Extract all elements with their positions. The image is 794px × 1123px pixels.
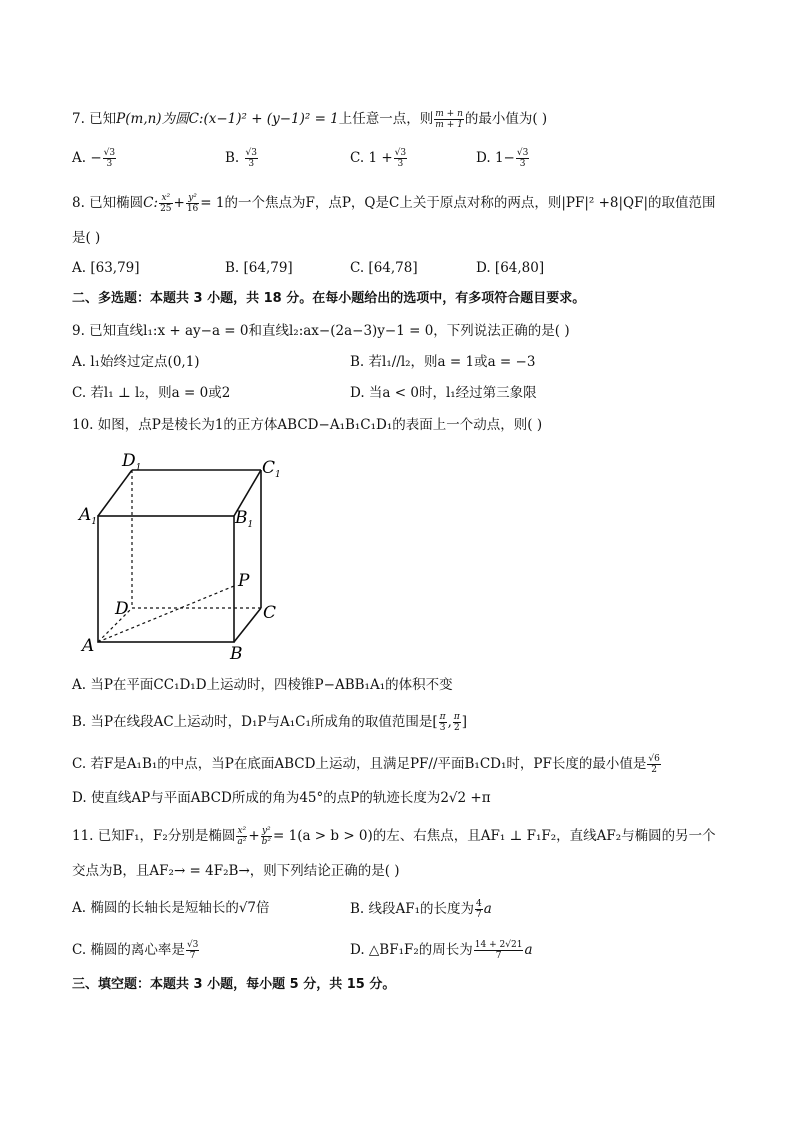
- option-pre: 1 +: [368, 150, 393, 166]
- q8-option-d: D. [64,80]: [476, 260, 545, 276]
- frac-num: 4: [476, 899, 482, 909]
- frac-num: π: [453, 712, 460, 722]
- q10-c-frac: [647, 754, 660, 775]
- q10-c-pre: C. 若F是A₁B₁的中点，当P在底面ABCD上运动，且满足PF//平面B₁CD₁时，PF长度的最小值是: [72, 756, 647, 772]
- q10-option-b: [72, 712, 467, 733]
- option-pre: 1−: [494, 150, 515, 166]
- q9-option-c: C. 若l₁ ⊥ l₂，则a = 0或2: [72, 385, 231, 401]
- q11-c-frac: [186, 940, 199, 961]
- q8-option-c: C. [64,78]: [350, 260, 418, 276]
- q8-option-a: A. [63,79]: [72, 260, 140, 276]
- option-fraction: [245, 148, 258, 169]
- label-d1: $D_1$: [122, 451, 142, 473]
- frac-den: 16: [186, 204, 199, 214]
- q10-b-post: ]: [461, 714, 468, 730]
- q9-option-b: B. 若l₁//l₂，则a = 1或a = −3: [350, 354, 536, 370]
- q8-stem: [72, 193, 716, 214]
- option-fraction: [394, 148, 407, 169]
- option-letter: C.: [350, 150, 365, 166]
- label-d: D: [115, 599, 129, 619]
- frac-num: π: [439, 712, 446, 722]
- q11-stem-line2: 交点为B，且AF₂→ = 4F₂B→，则下列结论正确的是( ): [72, 863, 400, 879]
- frac-num: x²: [159, 193, 172, 204]
- frac-den: 3: [439, 723, 446, 733]
- label-a: A: [82, 636, 95, 656]
- q7-frac-num: m + n: [435, 109, 463, 119]
- frac-den: 3: [519, 159, 526, 169]
- q10-stem: 10. 如图，点P是棱长为1的正方体ABCD−A₁B₁C₁D₁的表面上一个动点，则( ): [72, 417, 543, 433]
- frac-num: √3: [394, 148, 407, 158]
- q10-b-comma: ,: [447, 714, 452, 730]
- frac-den: 3: [397, 159, 404, 169]
- q8-stem-line2: 是( ): [72, 230, 101, 246]
- q11-option-a: A. 椭圆的长轴长是短轴长的√7倍: [72, 900, 270, 916]
- q9-option-d: D. 当a < 0时，l₁经过第三象限: [350, 385, 537, 401]
- frac-num: √3: [186, 940, 199, 950]
- q10-option-a: A. 当P在平面CC₁D₁D上运动时，四棱锥P−ABB₁A₁的体积不变: [72, 677, 453, 693]
- label-c1: $C_1$: [262, 458, 281, 480]
- frac-den: 7: [476, 910, 482, 920]
- cube-front-face: [98, 516, 234, 642]
- frac-num: x²: [237, 826, 247, 836]
- q10-b-pre: B. 当P在线段AC上运动时，D₁P与A₁C₁所成角的取值范围是[: [72, 714, 438, 730]
- q7-fraction: [434, 109, 464, 130]
- q11-frac1: [236, 826, 247, 847]
- q8-ellipse-pre: C:: [143, 195, 159, 211]
- q8-frac2: [186, 193, 199, 214]
- q11-stem-pre: 11. 已知F₁，F₂分别是椭圆: [72, 828, 236, 844]
- q8-stem-text: 8. 已知椭圆: [72, 195, 144, 211]
- q10-b-frac1: [439, 712, 447, 733]
- q8-ellipse-post: = 1: [200, 195, 225, 211]
- q11-b-post: a: [483, 901, 492, 917]
- frac-num: y²: [261, 826, 271, 836]
- frac-den: 2: [453, 723, 460, 733]
- frac-num: y²: [186, 193, 199, 204]
- option-fraction: [103, 148, 116, 169]
- q11-option-d: [350, 940, 533, 961]
- option-letter: D.: [476, 150, 491, 166]
- label-c: C: [263, 603, 277, 623]
- q8-option-b: B. [64,79]: [225, 260, 293, 276]
- frac-den: a²: [237, 837, 247, 847]
- q8-stem-mid: 的一个焦点为F，点P，Q是C上关于原点对称的两点，则|PF|² +8|QF|的取值范围: [224, 195, 716, 211]
- q7-stem-after: 的最小值为( ): [464, 111, 548, 127]
- q7-frac-den: m + 1: [435, 120, 463, 130]
- cube-edge-b-c: [234, 608, 261, 642]
- frac-den: 7: [495, 951, 502, 961]
- frac-den: 3: [248, 159, 255, 169]
- label-b1: $B_1$: [235, 508, 254, 530]
- q11-stem-post: = 1(a > b > 0)的左、右焦点，且AF₁ ⊥ F₁F₂，直线AF₂与椭圆的另一个: [273, 828, 716, 844]
- frac-num: √3: [516, 148, 529, 158]
- q11-b-pre: B. 线段AF₁的长度为: [350, 901, 475, 917]
- q11-option-c: [72, 940, 200, 961]
- q11-d-pre: D. △BF₁F₂的周长为: [350, 942, 473, 958]
- q11-b-frac: [475, 899, 483, 920]
- cube-figure: [72, 446, 292, 666]
- q11-plus: +: [248, 828, 260, 844]
- option-fraction: [516, 148, 529, 169]
- q7-stem: [72, 109, 547, 130]
- section-3-heading: 三、填空题：本题共 3 小题，每小题 5 分，共 15 分。: [72, 977, 396, 992]
- frac-num: √6: [648, 754, 660, 764]
- q11-c-pre: C. 椭圆的离心率是: [72, 942, 185, 958]
- frac-den: 2: [651, 765, 657, 775]
- frac-num: √3: [103, 148, 116, 158]
- section-2-heading: 二、多选题：本题共 3 小题，共 18 分。在每小题给出的选项中，有多项符合题目要求。: [72, 291, 586, 306]
- q9-option-a: A. l₁始终过定点(0,1): [72, 354, 200, 370]
- frac-num: √3: [245, 148, 257, 158]
- option-pre: −: [90, 150, 102, 166]
- frac-den: 25: [160, 204, 172, 214]
- q7-stem-mid: 上任意一点，则: [338, 111, 434, 127]
- frac-den: 7: [189, 951, 196, 961]
- cube-edge-a1-d1: [98, 470, 132, 516]
- q10-option-d: D. 使直线AP与平面ABCD所成的角为45°的点P的轨迹长度为2√2 +π: [72, 790, 491, 806]
- option-letter: B.: [225, 150, 240, 166]
- q9-stem: 9. 已知直线l₁:x + ay−a = 0和直线l₂:ax−(2a−3)y−1 = 0，下列说法正确的是( ): [72, 323, 570, 339]
- q7-option-b: [225, 148, 259, 169]
- q7-math: P(m,n)为圆C:(x−1)² + (y−1)² = 1: [116, 111, 339, 127]
- q10-b-frac2: [453, 712, 461, 733]
- q11-stem: [72, 826, 716, 847]
- q7-option-c: [350, 148, 408, 169]
- label-b: B: [230, 644, 243, 664]
- frac-num: 14 + 2√21: [474, 940, 523, 950]
- q8-plus: +: [173, 195, 185, 211]
- q10-option-c: [72, 754, 662, 775]
- q7-option-d: [476, 148, 530, 169]
- q8-frac1: [159, 193, 172, 214]
- frac-den: b²: [261, 837, 271, 847]
- q7-stem-text: 7. 已知: [72, 111, 117, 127]
- q11-option-b: [350, 899, 492, 920]
- q11-frac2: [261, 826, 272, 847]
- q11-d-post: a: [524, 942, 533, 958]
- q7-option-a: [72, 148, 117, 169]
- label-p: P: [238, 571, 250, 591]
- frac-den: 3: [106, 159, 113, 169]
- q11-d-frac: [474, 940, 524, 961]
- label-a1: $A_1$: [79, 505, 98, 527]
- option-letter: A.: [72, 150, 87, 166]
